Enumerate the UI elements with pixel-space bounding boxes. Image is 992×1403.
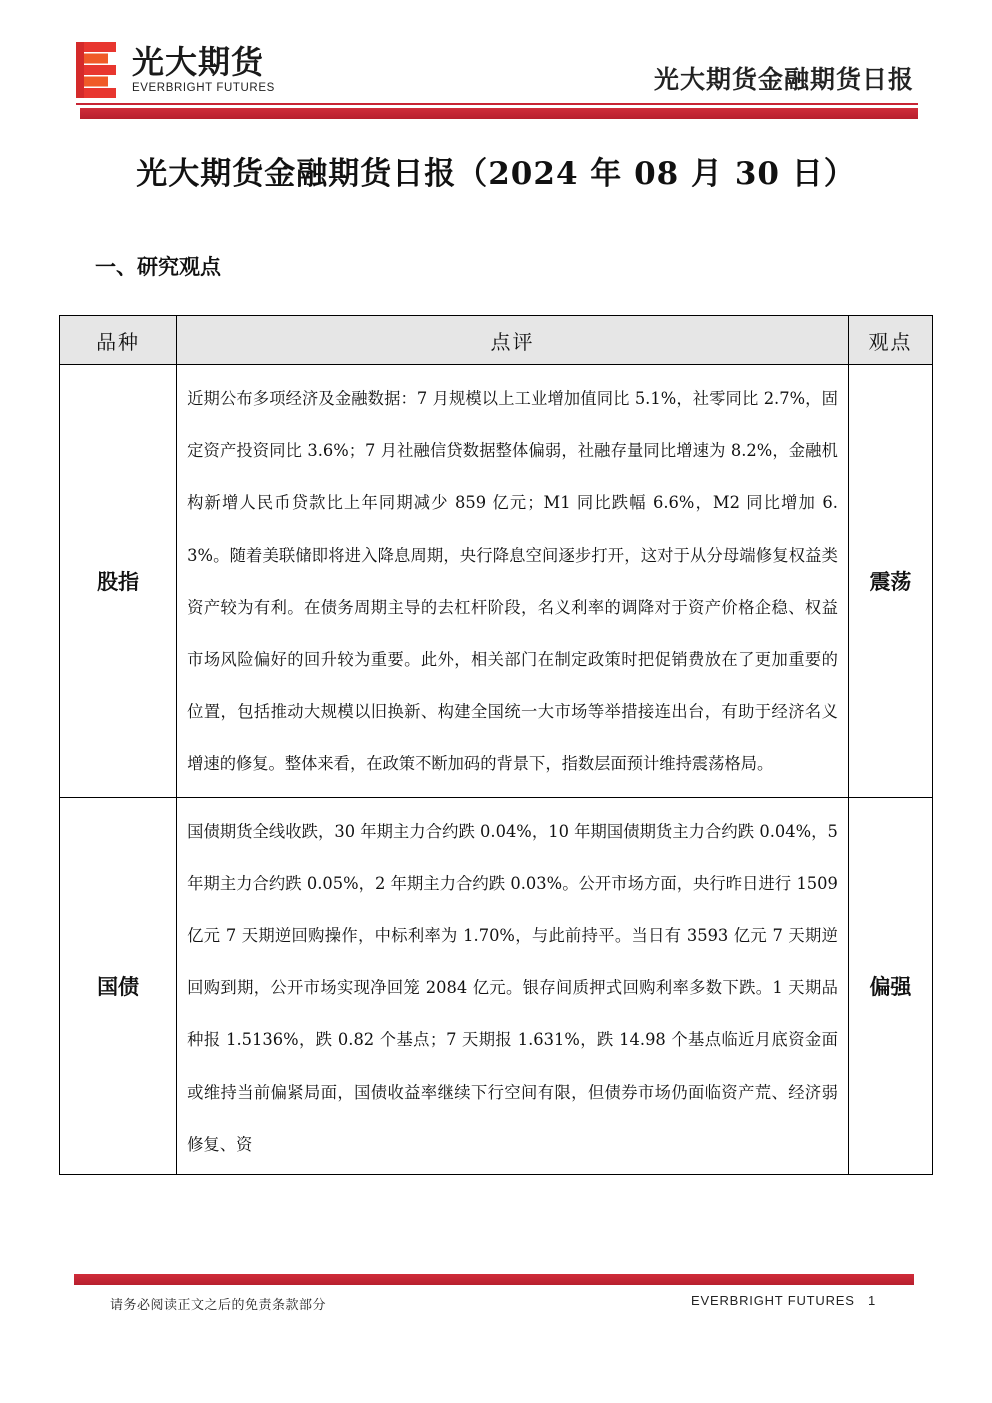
footer-brand (691, 1293, 876, 1308)
research-view-table (59, 315, 933, 1175)
header-divider (76, 103, 918, 105)
header-bar (80, 108, 918, 119)
footer-bar (74, 1274, 914, 1285)
header-view: 观点 (848, 316, 932, 365)
table-header-row (60, 316, 933, 365)
header-variety: 品种 (60, 316, 177, 365)
page-number: 1 (867, 1293, 876, 1308)
page-header (0, 0, 992, 125)
footer-disclaimer: 请务必阅读正文之后的免责条款部分 (110, 1298, 327, 1313)
company-logo (76, 42, 286, 98)
document-title: 光大期货金融期货日报（2024 年 08 月 30 日） (136, 156, 856, 192)
comment-text: 国债期货全线收跌，30 年期主力合约跌 0.04%，10 年期国债期货主力合约跌 0.04%，5 年期主力合约跌 0.05%，2 年期主力合约跌 0.03%。公开市场方面，央行昨日进行 1509 亿元 7 天期逆回购操作，中标利率为 1.70%，与此前持平。当日有 3593 亿元 7 天期逆回购到期，公开市场实现净回笼 2084 亿元。银存间质押式回购利率多数下跌。1 天期品种报 1.5136%，跌 0.82 个基点；7 天期报 1.631%，跌 14.98 个基点临近月底资金面或维持当前偏紧局面，国债收益率继续下行空间有限，但债券市场仍面临资产荒、经济弱修复、资 (187, 821, 838, 1154)
footer-brand-text: EVERBRIGHT FUTURES (691, 1293, 855, 1308)
header-comment: 点评 (177, 316, 849, 365)
section-heading: 一、研究观点 (95, 254, 221, 279)
comment-cell: 近期公布多项经济及金融数据：7 月规模以上工业增加值同比 5.1%，社零同比 2.7%，固定资产投资同比 3.6%；7 月社融信贷数据整体偏弱，社融存量同比增速为 8.2%，金融机构新增人民币贷款比上年同期减少 859 亿元；M1 同比跌幅 6.6%，M2 同比增加 6.3%。随着美联储即将进入降息周期，央行降息空间逐步打开，这对于从分母端修复权益类资产较为有利。在债务周期主导的去杠杆阶段，名义利率的调降对于资产价格企稳、权益市场风险偏好的回升较为重要。此外，相关部门在制定政策时把促销费放在了更加重要的位置，包括推动大规模以旧换新、构建全国统一大市场等举措接连出台，有助于经济名义增速的修复。整体来看，在政策不断加码的背景下，指数层面预计维持震荡格局。 (177, 365, 849, 798)
variety-cell: 国债 (60, 797, 177, 1174)
view-cell: 震荡 (848, 365, 932, 798)
table-row (60, 365, 933, 798)
view-cell: 偏强 (848, 797, 932, 1174)
header-title: 光大期货金融期货日报 (653, 65, 914, 94)
logo-mark-icon (76, 42, 116, 98)
logo-text-cn: 光大期货 (132, 43, 265, 81)
variety-cell: 股指 (60, 365, 177, 798)
comment-cell (177, 797, 849, 1174)
logo-text-en: EVERBRIGHT FUTURES (132, 82, 275, 94)
table-row (60, 797, 933, 1174)
